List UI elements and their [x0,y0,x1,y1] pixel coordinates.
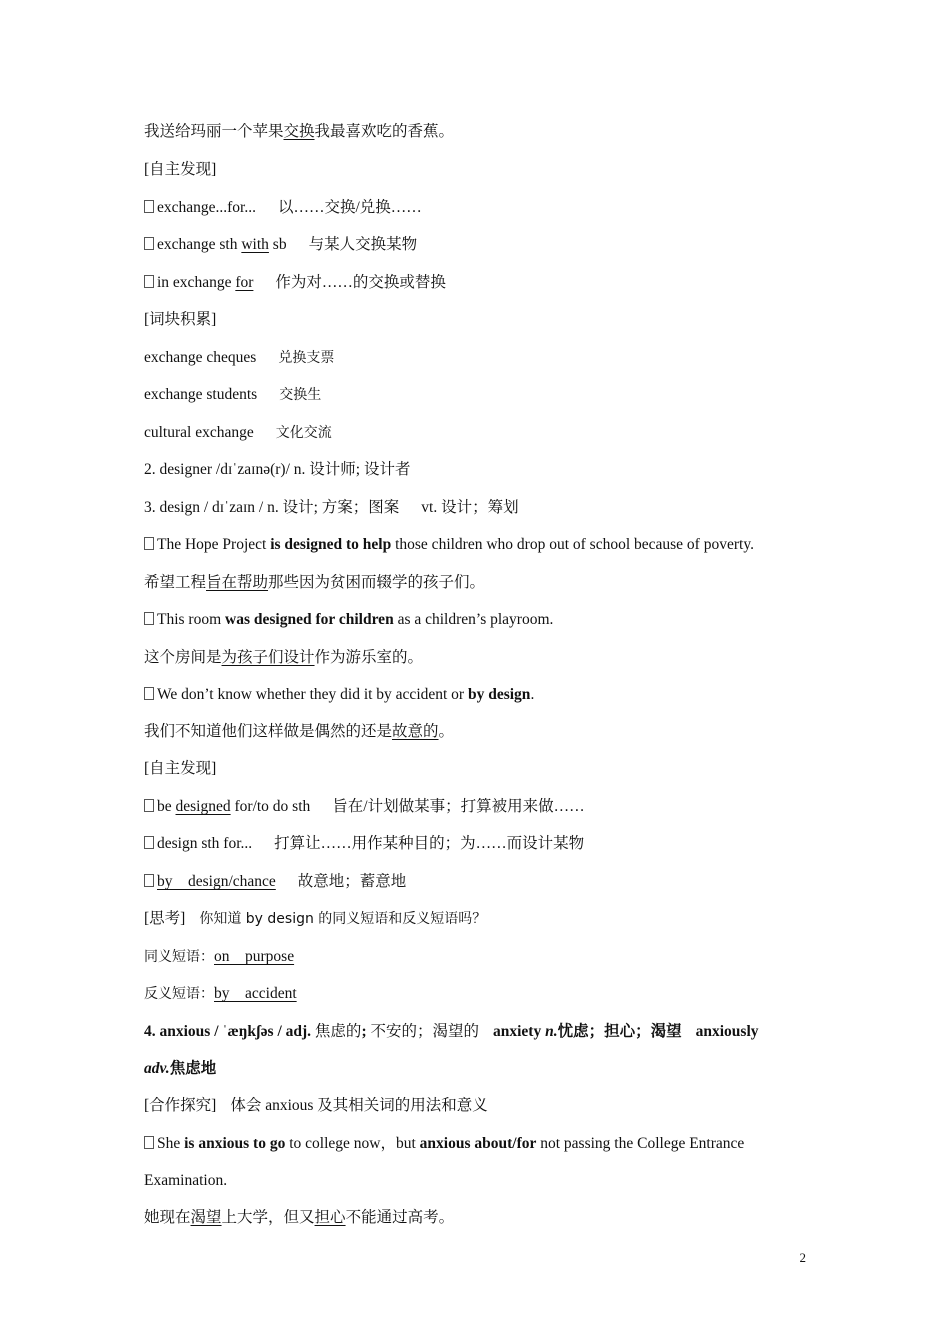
bullet-box-icon [144,799,154,812]
section-heading: [自主发现] [144,161,217,178]
bullet-box-icon [144,687,154,700]
example-sentence-en: The Hope Project is designed to help those children who drop out of school because of poverty. [144,534,850,556]
thinking-question: [思考] 你知道 by design 的同义短语和反义短语吗？ [144,910,487,927]
synonym-answer: 同义短语：on purpose [144,948,295,965]
example-sentence-en: This room was designed for children as a children’s playroom. [144,609,850,631]
example-sentence-en: She is anxious to go to college now，but anxious about/for not passing the College Entrance [144,1133,850,1155]
bullet-box-icon [144,874,154,887]
phrase-item: design sth for... 打算让……用作某种目的；为……而设计某物 [144,833,850,855]
collocation-item: cultural exchange 文化交流 [144,424,332,441]
vocab-entry: 3. design / dɪˈzaɪn / n. 设计; 方案；图案 vt. 设计；筹划 [144,499,519,516]
example-sentence-en-continued: Examination. [144,1172,228,1189]
page-number: 2 [799,1250,806,1265]
example-sentence-cn: 她现在渴望上大学，但又担心不能通过高考。 [144,1209,455,1226]
example-sentence-cn: 我送给玛丽一个苹果交换我最喜欢吃的香蕉。 [144,123,455,140]
example-sentence-en: We don’t know whether they did it by accident or by design. [144,684,850,706]
bullet-box-icon [144,275,154,288]
collocation-item: exchange students 交换生 [144,386,322,403]
section-heading: [自主发现] [144,760,217,777]
phrase-item: exchange sth with sb 与某人交换某物 [144,234,850,256]
section-heading: [词块积累] [144,311,217,328]
vocab-entry: 2. designer /dɪˈzaɪnə(r)/ n. 设计师; 设计者 [144,461,411,478]
cooperative-inquiry: [合作探究] 体会 anxious 及其相关词的用法和意义 [144,1097,488,1114]
antonym-answer: 反义短语：by accident [144,985,297,1002]
bullet-box-icon [144,1136,154,1149]
example-sentence-cn: 这个房间是为孩子们设计作为游乐室的。 [144,649,424,666]
collocation-item: exchange cheques 兑换支票 [144,349,335,366]
example-sentence-cn: 希望工程旨在帮助那些因为贫困而辍学的孩子们。 [144,574,486,591]
phrase-item: exchange...for... 以……交换/兑换…… [144,197,850,219]
bullet-box-icon [144,612,154,625]
bullet-box-icon [144,200,154,213]
vocab-entry-continued: adv.焦虑地 [144,1060,217,1077]
phrase-item: by design/chance 故意地；蓄意地 [144,871,850,893]
phrase-item: in exchange for 作为对……的交换或替换 [144,272,850,294]
bullet-box-icon [144,537,154,550]
vocab-entry: 4. anxious / ˈæŋkʃəs / adj. 焦虑的; 不安的；渴望的 anxiety n.忧虑；担心；渴望 anxiously [144,1023,759,1040]
bullet-box-icon [144,836,154,849]
phrase-item: be designed for/to do sth 旨在/计划做某事；打算被用来做…… [144,796,850,818]
bullet-box-icon [144,237,154,250]
example-sentence-cn: 我们不知道他们这样做是偶然的还是故意的。 [144,723,455,740]
